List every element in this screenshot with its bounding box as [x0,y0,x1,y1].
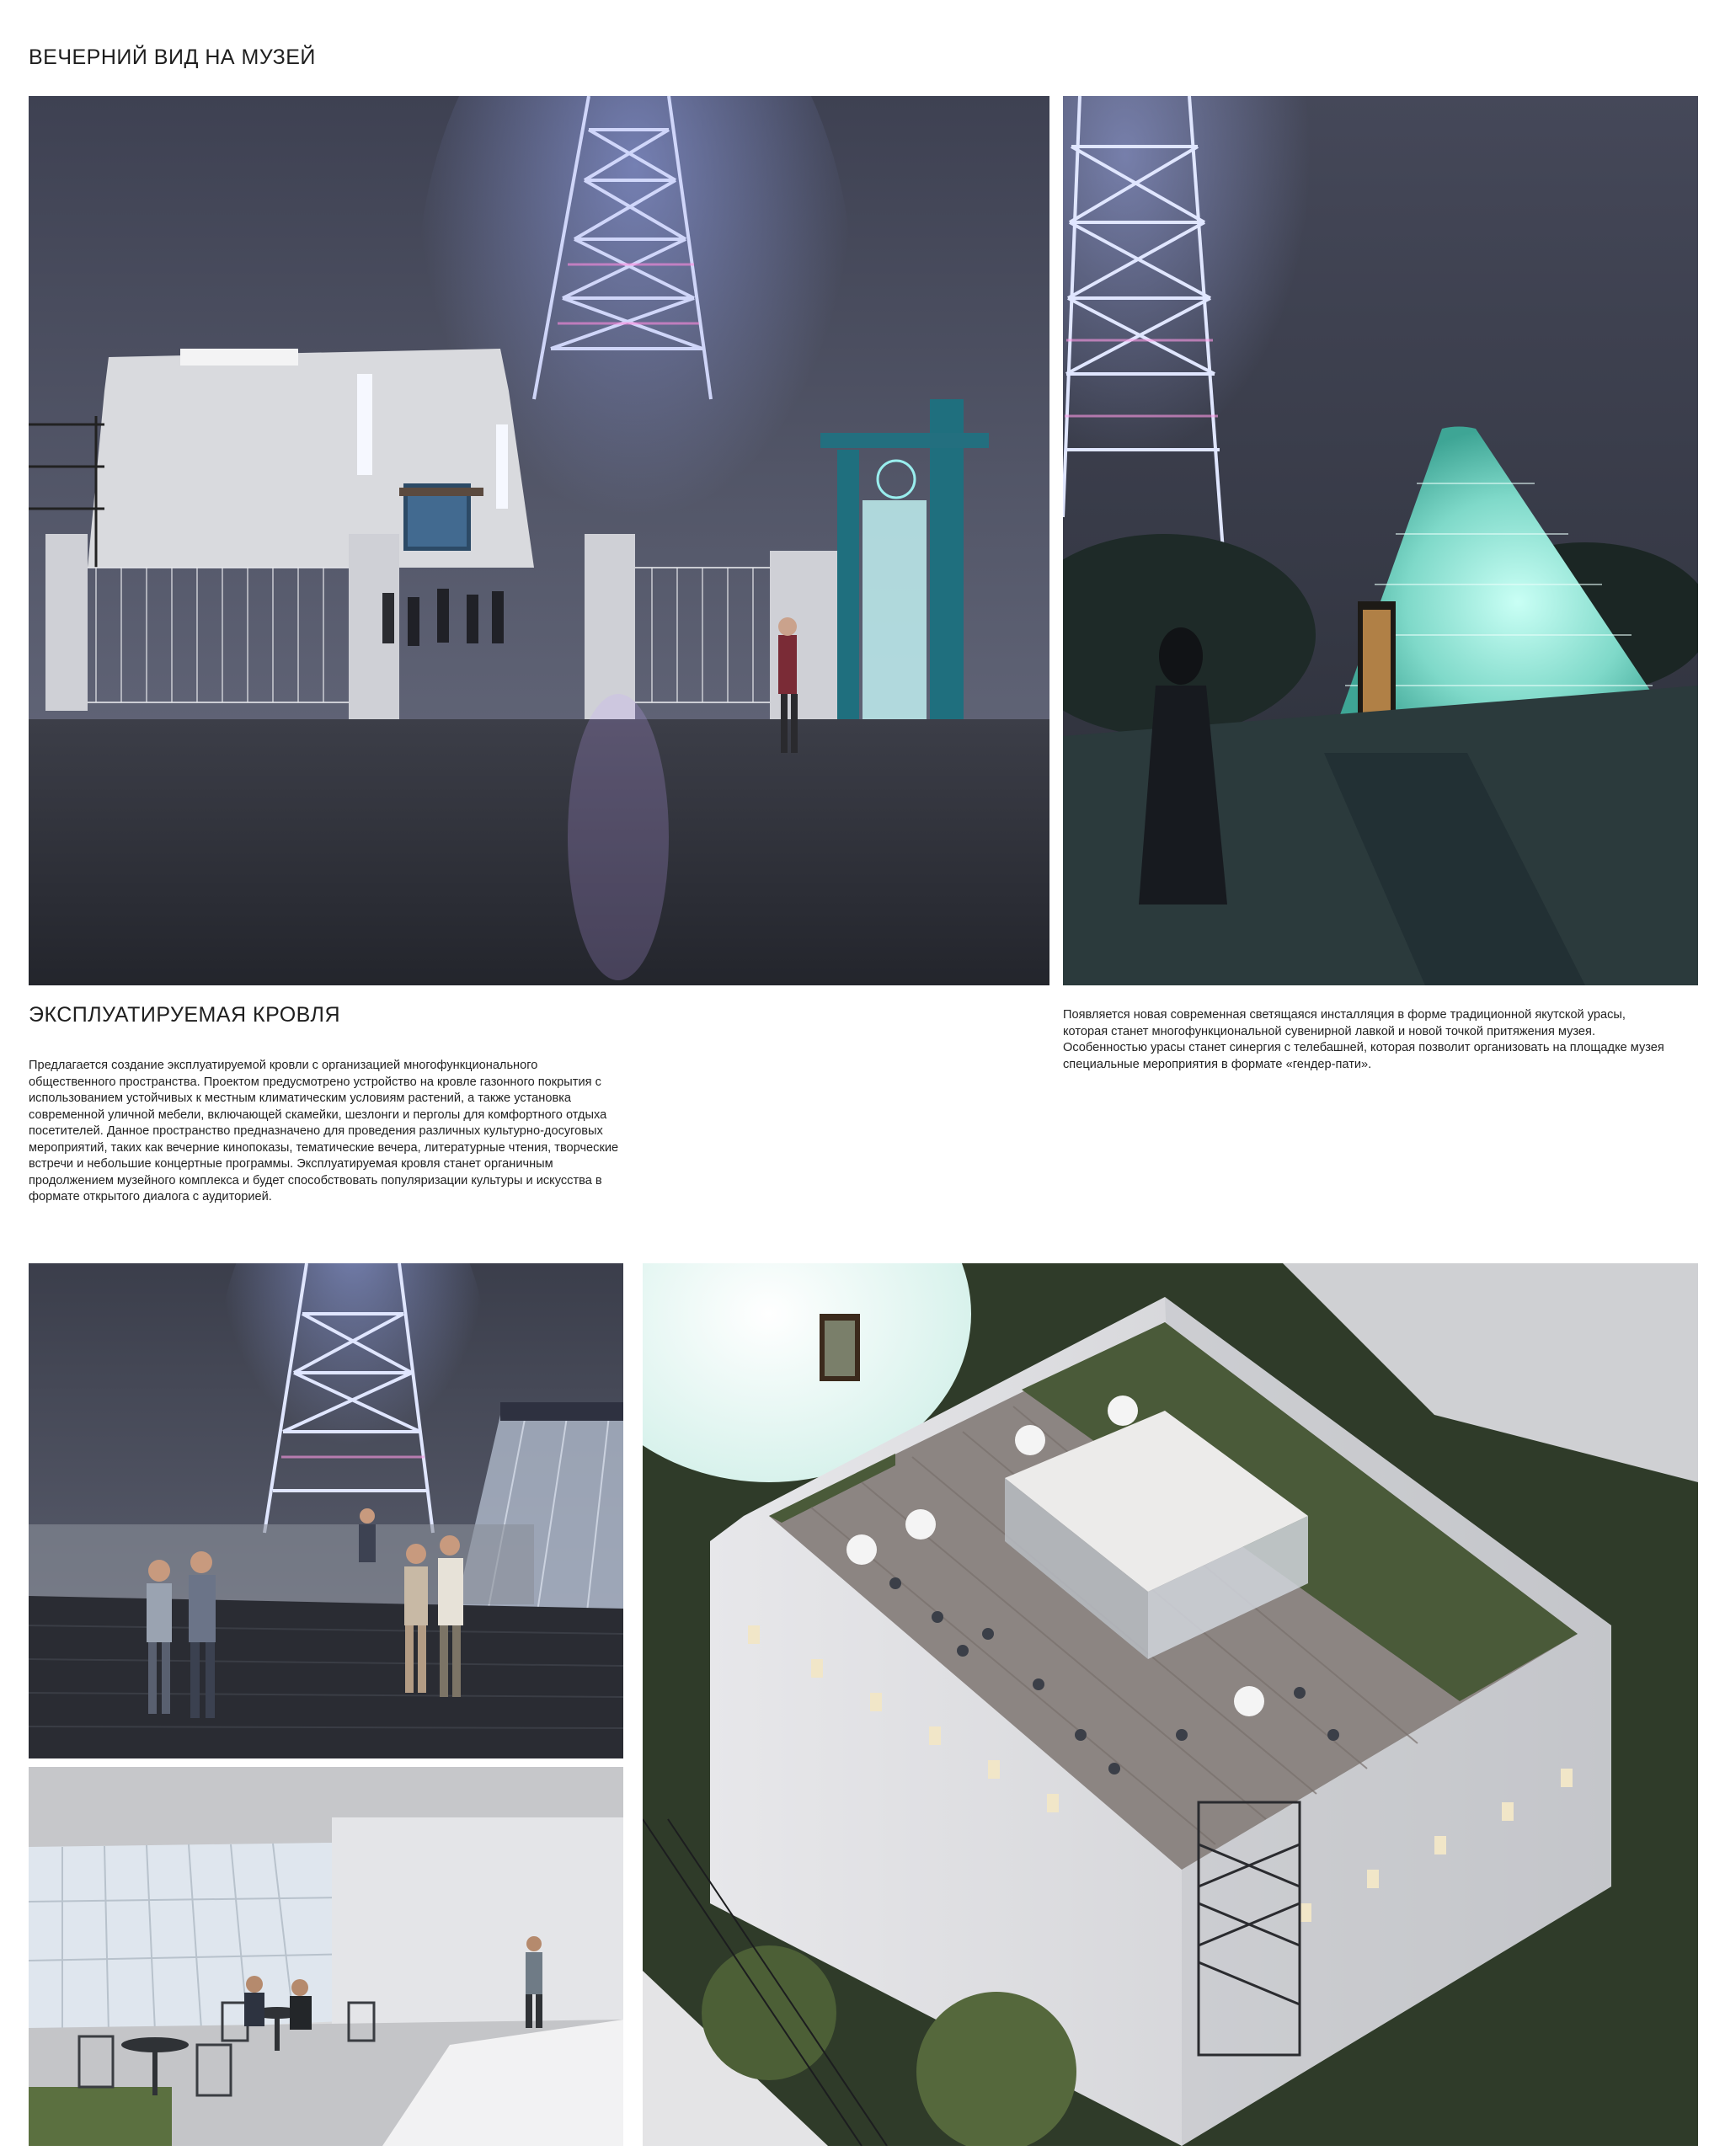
urasa-description: Появляется новая современная светящаяся инсталляция в форме традиционной якутской урасы, которая станет многофункциональной сувенирной лавкой и новой точкой притяжения музея. Особенностью урасы станет синергия с телебашней, которая позволит организовать на площадке музея специальные мероприятия в формате «гендер-пати». [1063,1008,1664,1071]
roof-description: Предлагается создание эксплуатируемой кровли с организацией многофункционального общественного пространства. Проектом предусмотрено устройство на кровле газонного покрытия с использованием устойчивых к местным климатическим условиям растений, а также установка современной уличной мебели, включающей скамейки, шезлонги и перголы для комфортного отдыха посетителей. Данное пространство предназначено для проведения различных культурно-досуговых мероприятий, таких как вечерние кинопоказы, тематические вечера, литературные чтения, творческие встречи и небольшие концертные программы. Эксплуатируемая кровля станет органичным продолжением музейного комплекса и будет способствовать популяризации культуры и искусства в формате открытого диалога с аудиторией. [29,1059,619,1203]
evening-museum-illustration [29,96,1049,985]
roof-people-illustration [29,1263,623,1758]
roof-title: ЭКСПЛУАТИРУЕМАЯ КРОВЛЯ [29,1003,341,1027]
roof-aerial-illustration [643,1263,1698,2146]
evening-view-title: ВЕЧЕРНИЙ ВИД НА МУЗЕЙ [29,45,316,69]
urasa-illustration [1063,96,1698,985]
render-roof-people [29,1263,623,1758]
render-roof-cafe [29,1767,623,2146]
render-evening-museum [29,96,1049,985]
render-urasa-night [1063,96,1698,985]
roof-cafe-illustration [29,1767,623,2146]
render-roof-aerial [643,1263,1698,2146]
